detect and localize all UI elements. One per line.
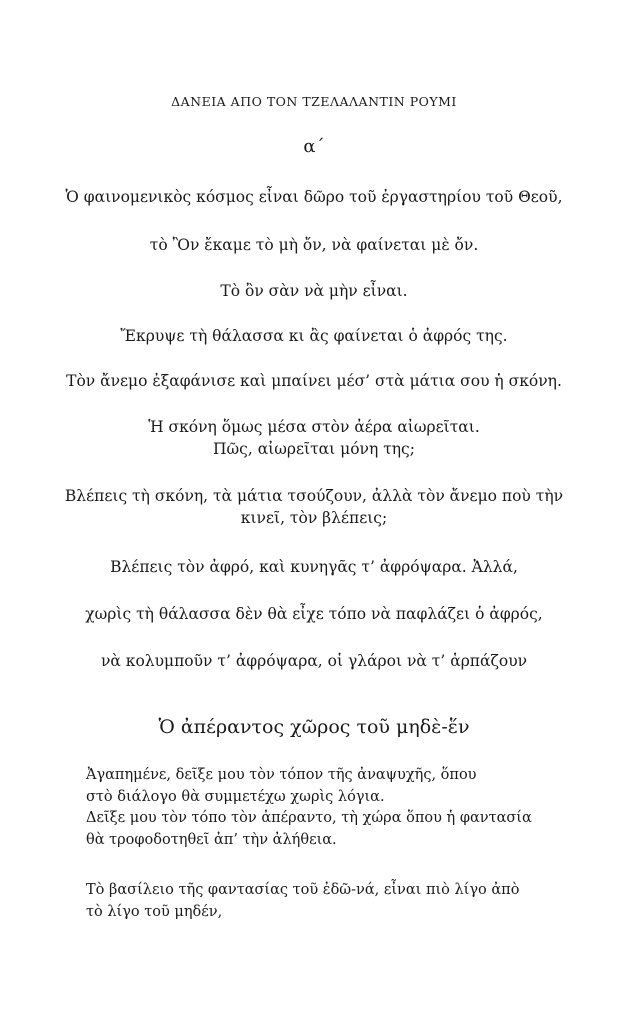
verse-line: τὸ Ὂν ἔκαμε τὸ μὴ ὄν, νὰ φαίνεται μὲ ὄν. — [149, 236, 479, 254]
stanza-3 — [40, 280, 588, 302]
verse-line: Τὸ ὂν σὰν νὰ μὴν εἶναι. — [220, 282, 408, 300]
section-number: α΄ — [303, 136, 325, 157]
prose-paragraph-2 — [86, 880, 588, 923]
stanza-7 — [40, 485, 588, 529]
prose-line: Τὸ βασίλειο τῆς φαντασίας τοῦ ἐδῶ-νά, εἶναι πιὸ λίγο ἀπὸ — [86, 882, 520, 898]
stanza-4 — [40, 325, 588, 347]
verse-line: Ἡ σκόνη ὅμως μέσα στὸν ἀέρα αἰωρεῖται. — [148, 418, 480, 436]
stanza-8 — [40, 556, 588, 578]
verse-line: κινεῖ, τὸν βλέπεις; — [240, 509, 388, 527]
verse-line: Ἔκρυψε τὴ θάλασσα κι ἂς φαίνεται ὁ ἀφρός της. — [120, 327, 508, 345]
prose-line: τὸ λίγο τοῦ μηδέν, — [86, 903, 223, 920]
prose-line: θὰ τροφοδοτηθεῖ ἀπ’ τὴν ἀλήθεια. — [86, 831, 337, 848]
stanza-9 — [40, 603, 588, 625]
page-header: ΔΑΝΕΙΑ ΑΠΟ ΤΟΝ ΤΖΕΛΑΛΑΝΤΙΝ ΡΟΥΜΙ — [171, 94, 457, 109]
stanza-1 — [40, 186, 588, 208]
stanza-10 — [40, 650, 588, 672]
stanza-2 — [40, 234, 588, 256]
verse-line: Βλέπεις τὴ σκόνη, τὰ μάτια τσούζουν, ἀλλὰ τὸν ἄνεμο ποὺ τὴν — [64, 487, 564, 505]
stanza-6 — [40, 416, 588, 460]
prose-line: στὸ διάλογο θὰ συμμετέχω χωρὶς λόγια. — [86, 788, 385, 805]
verse-line: Βλέπεις τὸν ἀφρό, καὶ κυνηγᾶς τ’ ἀφρόψαρα. Ἀλλά, — [110, 558, 518, 576]
prose-line: Ἀγαπημένε, δεῖξε μου τὸν τόπον τῆς ἀναψυχῆς, ὅπου — [86, 767, 477, 783]
prose-line: Δεῖξε μου τὸν τόπο τὸν ἀπέραντο, τὴ χώρα ὅπου ἡ φαντασία — [86, 810, 532, 826]
stanza-5 — [40, 370, 588, 392]
section-title: Ὁ ἀπέραντος χῶρος τοῦ μηδὲ-ἕν — [158, 716, 470, 738]
prose-paragraph-1 — [86, 765, 588, 851]
verse-line: Ὁ φαινομενικὸς κόσμος εἶναι δῶρο τοῦ ἐργαστηρίου τοῦ Θεοῦ, — [65, 188, 563, 206]
verse-line: Τὸν ἄνεμο ἐξαφάνισε καὶ μπαίνει μέσ’ στὰ μάτια σου ἡ σκόνη. — [66, 372, 562, 390]
verse-line: Πῶς, αἰωρεῖται μόνη της; — [213, 440, 415, 458]
verse-line: χωρὶς τὴ θάλασσα δὲν θὰ εἶχε τόπο νὰ παφλάζει ὁ ἀφρός, — [85, 605, 543, 623]
verse-line: νὰ κολυμποῦν τ’ ἀφρόψαρα, οἱ γλάροι νὰ τ’ ἁρπάζουν — [100, 652, 528, 670]
